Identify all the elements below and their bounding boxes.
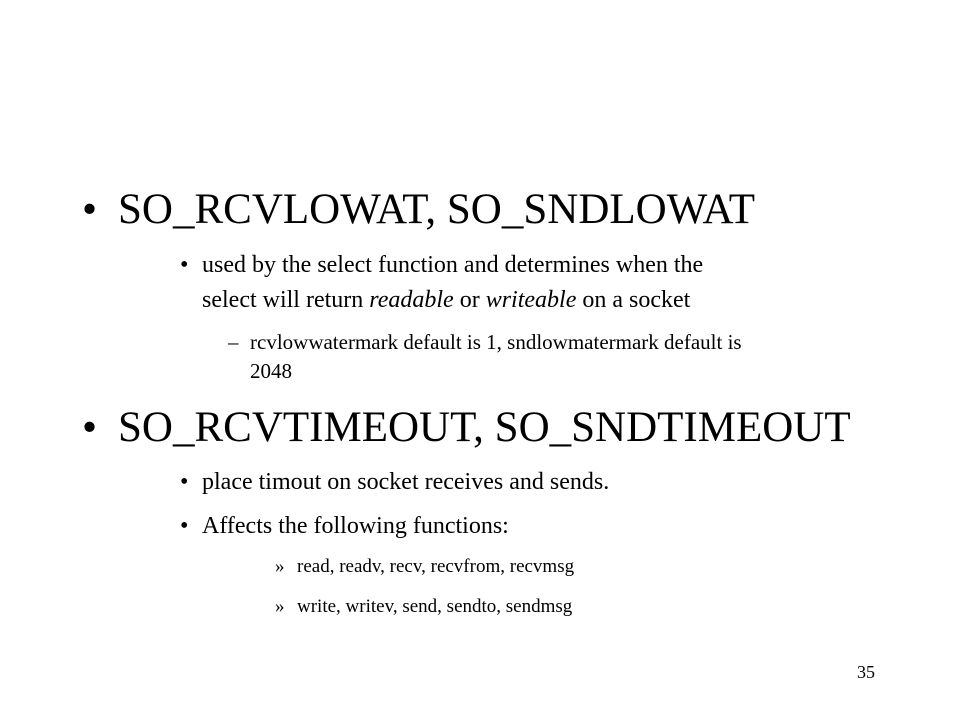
default-values-line1: rcvlowwatermark default is 1, sndlowmatermark default is	[250, 330, 742, 354]
lowat-description-line1: used by the select function and determines when the	[202, 252, 704, 278]
page-number: 35	[857, 662, 875, 682]
chevron-bullet: »	[275, 596, 285, 617]
affected-functions-intro: Affects the following functions:	[202, 513, 509, 539]
bullet-level1: •	[82, 404, 98, 451]
heading-rcvlowat-sndlowat: SO_RCVLOWAT, SO_SNDLOWAT	[118, 186, 756, 233]
bullet-level1: •	[82, 186, 98, 233]
read-functions-list: read, readv, recv, recvfrom, recvmsg	[297, 556, 575, 577]
lowat-description-line2: select will return readable or writeable on a socket	[202, 287, 691, 313]
readable-emphasis: readable	[369, 287, 454, 313]
bullet-level2: •	[180, 469, 189, 495]
default-values-line2: 2048	[250, 359, 292, 383]
bullet-level2: •	[180, 252, 189, 278]
heading-rcvtimeout-sndtimeout: SO_RCVTIMEOUT, SO_SNDTIMEOUT	[118, 404, 851, 451]
bullet-level2: •	[180, 513, 189, 539]
dash-bullet: –	[228, 330, 239, 354]
timeout-description: place timout on socket receives and sends.	[202, 469, 610, 495]
write-functions-list: write, writev, send, sendto, sendmsg	[297, 596, 573, 617]
chevron-bullet: »	[275, 556, 285, 577]
writeable-emphasis: writeable	[485, 287, 577, 313]
